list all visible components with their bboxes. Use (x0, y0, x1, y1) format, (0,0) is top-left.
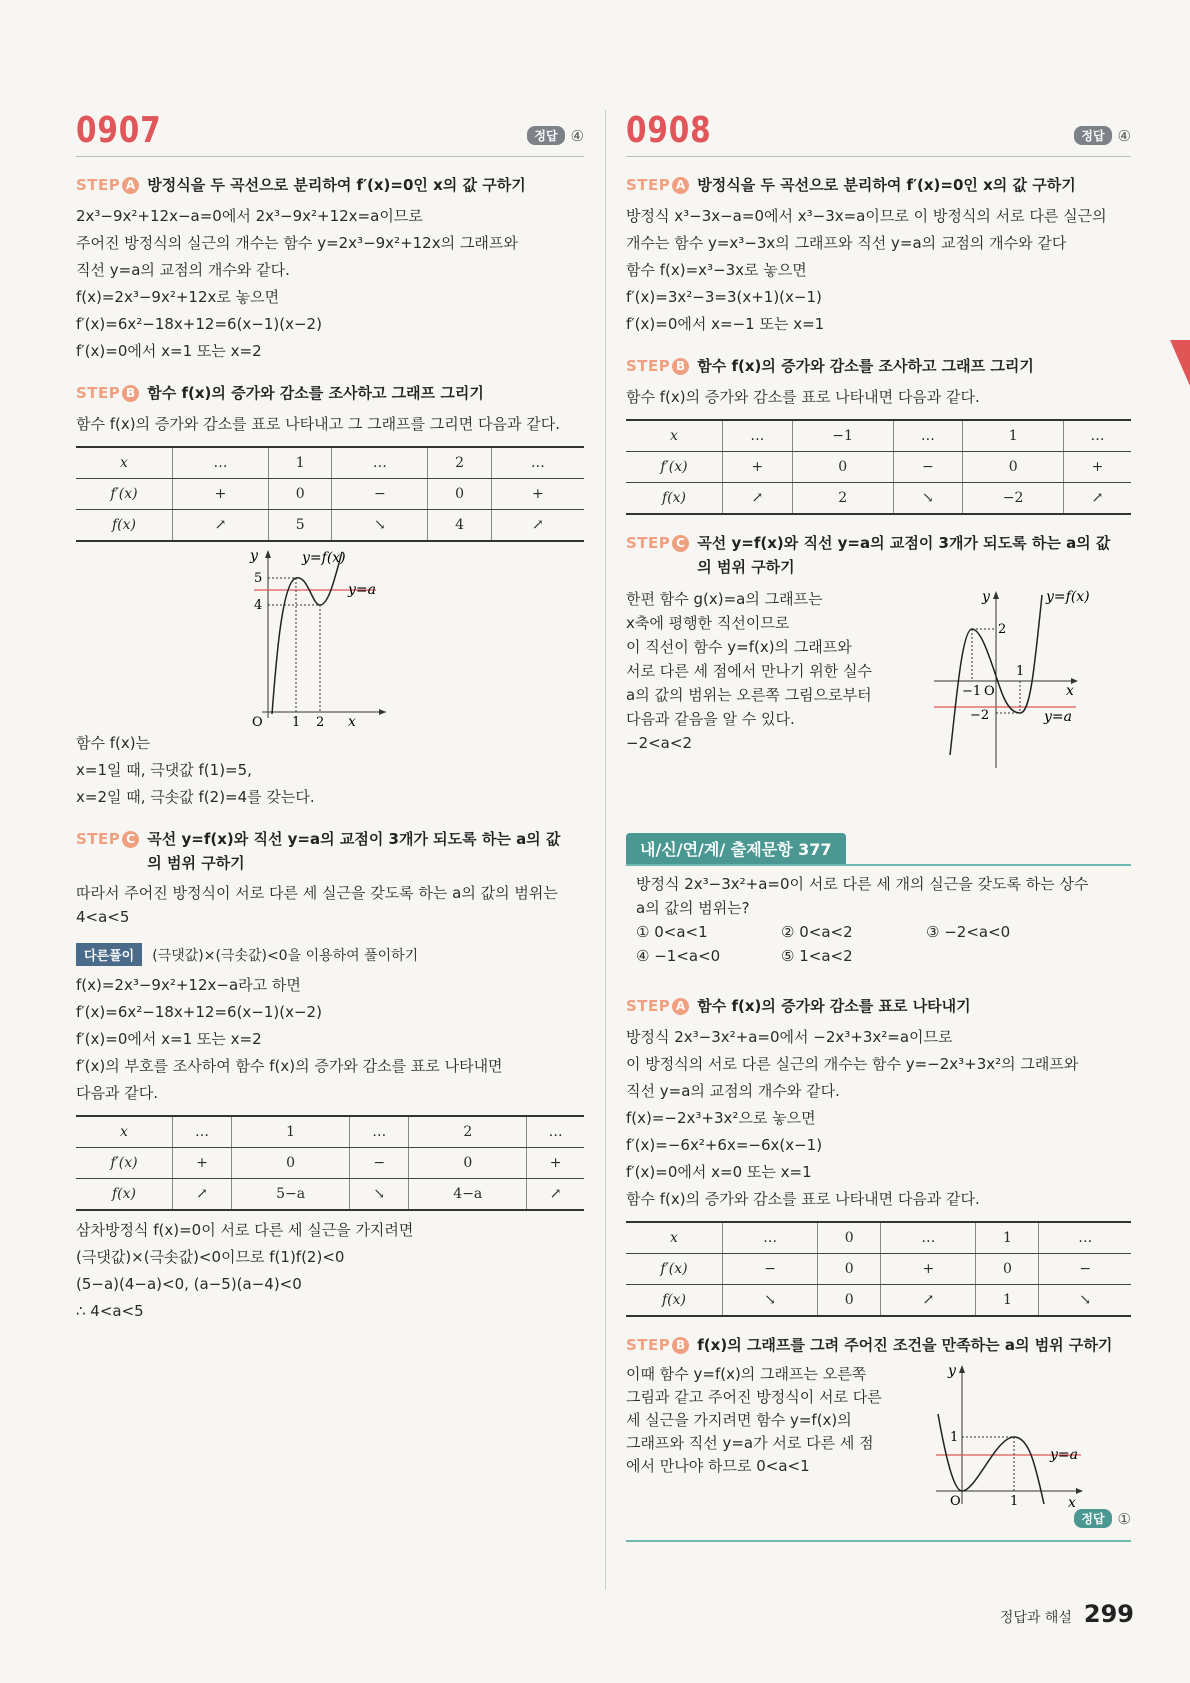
step-tag: STEP C (76, 827, 139, 851)
step-title: 함수 f(x)의 증가와 감소를 표로 나타내기 (697, 997, 971, 1015)
text-line: 주어진 방정식의 실근의 개수는 함수 y=2x³−9x²+12x의 그래프와 (76, 234, 518, 252)
text-line: 서로 다른 세 점에서 만나기 위한 실수 (626, 662, 872, 680)
choice-2: ② 0<a<2 (781, 923, 853, 941)
table-row: f′(x) + 0 − 0 + (76, 1148, 584, 1179)
cubic-graph-svg (926, 583, 1131, 773)
curve-label: y=f(x) (1046, 589, 1090, 605)
related-problem-title: 내/신/연/계/ 출제문항 377 (626, 833, 846, 864)
variation-table (626, 1221, 1131, 1317)
text-line: 방정식 x³−3x−a=0에서 x³−3x=a이므로 이 방정식의 서로 다른 실근의 (626, 207, 1107, 225)
alternate-solution-title: (극댓값)×(극솟값)<0을 이용하여 풀이하기 (152, 947, 419, 964)
origin-label: O (950, 1494, 961, 1509)
answer-indicator (527, 126, 584, 145)
step-title: f(x)의 그래프를 그려 주어진 조건을 만족하는 a의 범위 구하기 (697, 1336, 1113, 1354)
step-title: 곡선 y=f(x)와 직선 y=a의 교점이 3개가 되도록 하는 a의 값 의 범위 구하기 (697, 534, 1111, 576)
text-line: 이때 함수 y=f(x)의 그래프는 오른쪽 (626, 1365, 867, 1383)
step-c (76, 827, 584, 875)
column-divider (605, 110, 606, 1590)
table-row: f′(x) + 0 − 0 + (626, 452, 1131, 483)
step-tag: STEP A (626, 994, 689, 1018)
step-tag: STEP B (626, 354, 689, 378)
alternate-solution-badge: 다른풀이 (76, 943, 142, 966)
text-line: 이 방정식의 서로 다른 실근의 개수는 함수 y=−2x³+3x²의 그래프와 (626, 1055, 1079, 1073)
table-row: f(x) ↗ 2 ↘ −2 ↗ (626, 483, 1131, 515)
alternate-solution-conclusion (76, 1217, 584, 1325)
text-line: f(x)=2x³−9x²+12x로 놓으면 (76, 288, 280, 306)
text-line: x=1일 때, 극댓값 f(1)=5, (76, 761, 252, 779)
text-line: 이 직선이 함수 y=f(x)의 그래프와 (626, 638, 852, 656)
choice-5: ⑤ 1<a<2 (781, 947, 853, 965)
step-tag: STEP B (76, 381, 139, 405)
text-line: f′(x)=0에서 x=1 또는 x=2 (76, 1030, 262, 1048)
answer-indicator (1074, 126, 1131, 145)
tick-label: 2 (998, 622, 1007, 637)
step-tag: STEP B (626, 1333, 689, 1357)
step-title: 방정식을 두 곡선으로 분리하여 f′(x)=0인 x의 값 구하기 (697, 176, 1076, 194)
step-a (76, 173, 584, 197)
table-row: x … 1 … 2 … (76, 447, 584, 479)
table-row: f(x) ↘ 0 ↗ 1 ↘ (626, 1285, 1131, 1317)
answer-value: ① (1117, 1509, 1131, 1528)
problem-header (626, 108, 1131, 157)
related-problem-header (626, 833, 1131, 866)
variation-table (626, 419, 1131, 515)
variation-table (76, 446, 584, 542)
step-c-body (76, 881, 584, 929)
text-line: 직선 y=a의 교점의 개수와 같다. (76, 261, 290, 279)
answer-badge: 정답 (1074, 126, 1111, 145)
tick-label: 2 (316, 715, 325, 730)
text-line: 한편 함수 g(x)=a의 그래프는 (626, 590, 823, 608)
problem-header (76, 108, 584, 157)
text-line: a의 값의 범위는 오른쪽 그림으로부터 (626, 686, 872, 704)
step-tag: STEP A (626, 173, 689, 197)
text-line: f′(x)=−6x²+6x=−6x(x−1) (626, 1136, 823, 1154)
text-line: 다음과 같다. (76, 1084, 158, 1102)
variation-table (76, 1115, 584, 1211)
text-line: f′(x)의 부호를 조사하여 함수 f(x)의 증가와 감소를 표로 나타내면 (76, 1057, 503, 1075)
tick-label: −2 (970, 708, 990, 723)
text-line: (극댓값)×(극솟값)<0이므로 f(1)f(2)<0 (76, 1248, 345, 1266)
table-row: f(x) ↗ 5−a ↘ 4−a ↗ (76, 1179, 584, 1211)
text-line: 함수 f(x)의 증가와 감소를 표로 나타내고 그 그래프를 그리면 다음과 같다. (76, 415, 561, 433)
text-line: f′(x)=3x²−3=3(x+1)(x−1) (626, 288, 822, 306)
step-b (76, 381, 584, 405)
related-problem-box (626, 833, 1131, 1542)
step-c-text (626, 587, 872, 755)
table-row: x … −1 … 1 … (626, 420, 1131, 452)
answer-indicator (626, 1509, 1131, 1528)
table-row: f′(x) + 0 − 0 + (76, 479, 584, 510)
tick-label: 1 (292, 715, 301, 730)
answer-badge: 정답 (1074, 1509, 1111, 1528)
text-line: 개수는 함수 y=x³−3x의 그래프와 직선 y=a의 교점의 개수와 같다 (626, 234, 1067, 252)
step-c (626, 531, 1131, 579)
text-line: 함수 f(x)의 증가와 감소를 표로 나타내면 다음과 같다. (626, 1190, 980, 1208)
text-line: f′(x)=0에서 x=−1 또는 x=1 (626, 315, 825, 333)
text-line: f(x)=−2x³+3x²으로 놓으면 (626, 1109, 816, 1127)
step-title: 함수 f(x)의 증가와 감소를 조사하고 그래프 그리기 (147, 384, 484, 402)
problem-number: 0908 (626, 110, 712, 151)
cubic-graph-svg (926, 1359, 1131, 1509)
step-c-body (626, 587, 1131, 777)
text-line: 2x³−9x²+12x−a=0에서 2x³−9x²+12x=a이므로 (76, 207, 423, 225)
tick-label: 1 (1010, 1494, 1019, 1509)
x-axis-label: x (1066, 683, 1074, 699)
answer-choices (636, 920, 1121, 968)
step-b (626, 354, 1131, 378)
step-tag: STEP C (626, 531, 689, 555)
y-axis-label: y (250, 548, 258, 564)
step-title: 방정식을 두 곡선으로 분리하여 f′(x)=0인 x의 값 구하기 (147, 176, 526, 194)
table-row: f(x) ↗ 5 ↘ 4 ↗ (76, 510, 584, 542)
table-row: x … 1 … 2 … (76, 1116, 584, 1148)
tick-label: −1 (962, 684, 982, 699)
answer-value: ④ (570, 126, 584, 145)
step-tag: STEP A (76, 173, 139, 197)
text-line: 그림과 같고 주어진 방정식이 서로 다른 (626, 1388, 882, 1406)
text-line: f′(x)=0에서 x=0 또는 x=1 (626, 1163, 812, 1181)
related-problem-question (626, 866, 1131, 968)
line-label: y=a (1044, 709, 1072, 725)
text-line: 함수 f(x)=x³−3x로 놓으면 (626, 261, 807, 279)
y-axis-label: y (948, 1363, 956, 1379)
text-line: 따라서 주어진 방정식이 서로 다른 세 실근을 갖도록 하는 a의 값의 범위는 (76, 884, 558, 902)
text-line: ∴ 4<a<5 (76, 1302, 144, 1320)
curve-label: y=f(x) (302, 550, 346, 566)
choice-1: ① 0<a<1 (636, 923, 708, 941)
cubic-graph-svg (76, 542, 584, 730)
origin-label: O (252, 715, 263, 730)
text-line: (5−a)(4−a)<0, (a−5)(a−4)<0 (76, 1275, 302, 1293)
line-label: y=a (348, 582, 376, 598)
y-axis-label: y (982, 589, 990, 605)
text-line: f(x)=2x³−9x²+12x−a라고 하면 (76, 976, 301, 994)
text-line: 함수 f(x)는 (76, 734, 151, 752)
page-footer (1000, 1600, 1134, 1628)
step-title: 곡선 y=f(x)와 직선 y=a의 교점이 3개가 되도록 하는 a의 값 의 범위 구하기 (147, 830, 561, 872)
text-line: x=2일 때, 극솟값 f(2)=4를 갖는다. (76, 788, 315, 806)
text-line: 에서 만나야 하므로 0<a<1 (626, 1457, 810, 1475)
tick-label: 5 (254, 571, 263, 586)
text-line: 4<a<5 (76, 908, 130, 926)
tick-label: 1 (1016, 664, 1025, 679)
origin-label: O (984, 684, 995, 699)
step-a (626, 173, 1131, 197)
related-problem-end-rule (626, 1540, 1131, 1542)
text-line: 직선 y=a의 교점의 개수와 같다. (626, 1082, 840, 1100)
text-line: x축에 평행한 직선이므로 (626, 614, 790, 632)
step-a-body (626, 203, 1131, 338)
text-line: f′(x)=6x²−18x+12=6(x−1)(x−2) (76, 1003, 322, 1021)
x-axis-label: x (348, 714, 356, 730)
x-axis-label: x (1068, 1495, 1076, 1511)
text-line: 방정식 2x³−3x²+a=0에서 −2x³+3x²=a이므로 (626, 1028, 953, 1046)
footer-label: 정답과 해설 (999, 1610, 1072, 1626)
step-a-body (626, 1024, 1131, 1213)
line-label: y=a (1050, 1447, 1078, 1463)
graph-0907 (76, 542, 584, 730)
text-line: a의 값의 범위는? (636, 899, 750, 917)
table-row: f′(x) − 0 + 0 − (626, 1254, 1131, 1285)
answer-value: ④ (1117, 126, 1131, 145)
problem-0908 (626, 108, 1131, 1542)
step-b (626, 1333, 1131, 1357)
table-row: x … 0 … 1 … (626, 1222, 1131, 1254)
step-title: 함수 f(x)의 증가와 감소를 조사하고 그래프 그리기 (697, 357, 1034, 375)
chapter-tab-marker (1170, 340, 1190, 386)
text-line: 삼차방정식 f(x)=0이 서로 다른 세 실근을 가지려면 (76, 1221, 414, 1239)
text-line: 그래프와 직선 y=a가 서로 다른 세 점 (626, 1434, 874, 1452)
text-line: 세 실근을 가지려면 함수 y=f(x)의 (626, 1411, 852, 1429)
step-a (626, 994, 1131, 1018)
text-line: 방정식 2x³−3x²+a=0이 서로 다른 세 개의 실근을 갖도록 하는 상수 (636, 875, 1089, 893)
text-line: −2<a<2 (626, 734, 692, 752)
text-line: f′(x)=6x²−18x+12=6(x−1)(x−2) (76, 315, 322, 333)
page-number: 299 (1083, 1600, 1134, 1628)
text-line: 함수 f(x)의 증가와 감소를 표로 나타내면 다음과 같다. (626, 388, 980, 406)
problem-0907 (76, 108, 584, 1325)
step-a-body (76, 203, 584, 365)
alternate-solution-header (76, 943, 584, 966)
tick-label: 1 (950, 1430, 959, 1445)
step-b-body (626, 1363, 1131, 1513)
text-line: f′(x)=0에서 x=1 또는 x=2 (76, 342, 262, 360)
choice-3: ③ −2<a<0 (926, 923, 1011, 941)
text-line: 다음과 같음을 알 수 있다. (626, 710, 795, 728)
problem-number: 0907 (76, 110, 162, 151)
choice-4: ④ −1<a<0 (636, 947, 721, 965)
alternate-solution-body (76, 972, 584, 1107)
step-b-conclusion (76, 730, 584, 811)
tick-label: 4 (254, 598, 263, 613)
answer-badge: 정답 (527, 126, 564, 145)
step-b-text (626, 1363, 882, 1478)
